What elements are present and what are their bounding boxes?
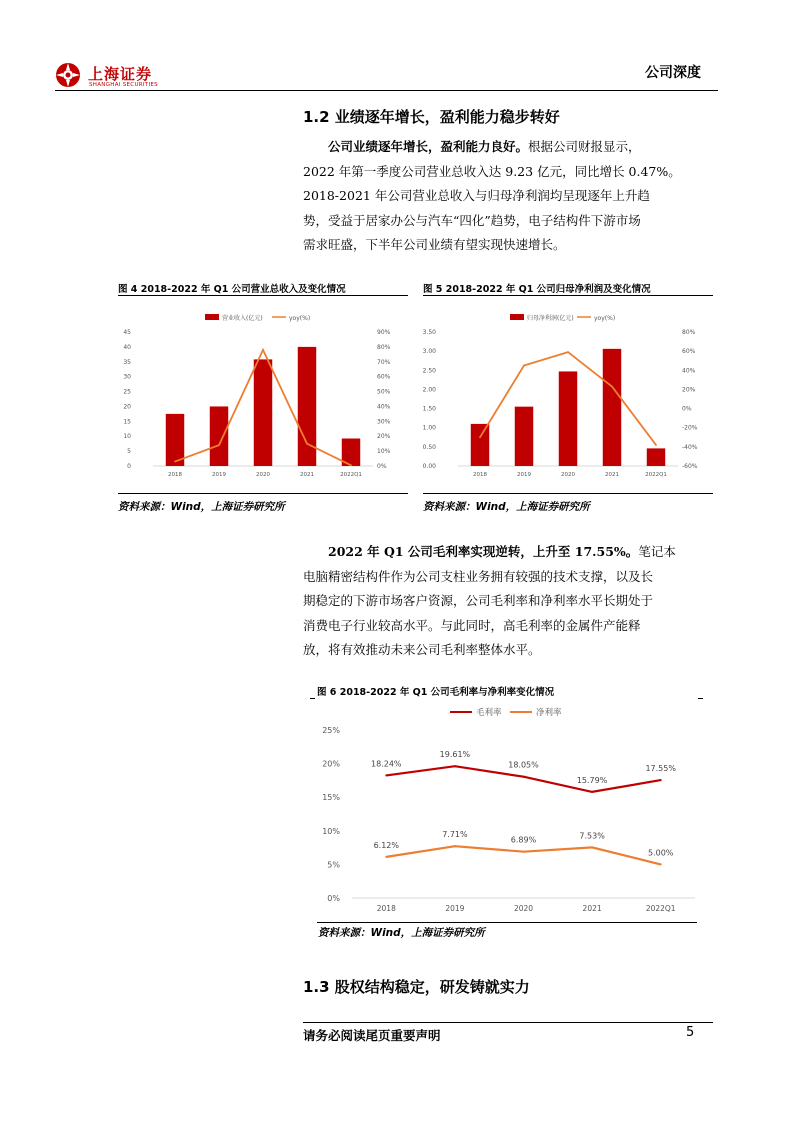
bar — [559, 371, 577, 466]
y-left-tick-label: 0.50 — [423, 443, 436, 451]
logo-subtitle: SHANGHAI SECURITIES — [89, 82, 158, 88]
figure-4-chart — [118, 300, 408, 488]
y-left-tick-label: 1.00 — [423, 424, 436, 432]
para1-line1: 公司业绩逐年增长，盈利能力良好。根据公司财报显示， — [328, 139, 641, 154]
logo-name: 上海证券 — [88, 65, 153, 83]
gross-margin-point — [660, 779, 662, 781]
data-label: 7.53% — [579, 831, 605, 841]
bar — [298, 347, 316, 466]
x-tick-label: 2019 — [445, 904, 465, 913]
bar — [210, 406, 228, 466]
gross-margin-point — [523, 776, 525, 778]
y-tick-label: 20% — [322, 759, 340, 769]
gross-margin-point — [591, 791, 593, 793]
data-label: 6.12% — [373, 840, 400, 850]
legend-swatch-bar — [510, 314, 524, 320]
y-left-tick-label: 1.50 — [423, 405, 436, 413]
x-tick-label: 2022Q1 — [645, 904, 676, 913]
figure-6-chart — [310, 700, 705, 920]
y-right-tick-label: 40% — [377, 403, 391, 411]
figure-5-source: 资料来源：Wind，上海证券研究所 — [423, 501, 590, 513]
legend-swatch-bar — [205, 314, 219, 320]
yoy-point — [655, 444, 657, 446]
net-margin-line — [386, 846, 660, 864]
legend-label-net: 净利率 — [536, 708, 562, 718]
bar — [515, 407, 533, 466]
section-1-2-paragraph — [303, 135, 698, 258]
y-left-tick-label: 2.50 — [423, 367, 436, 375]
para1-line: 势，受益于居家办公与汽车“四化”趋势，电子结构件下游市场 — [303, 212, 641, 228]
y-right-tick-label: 10% — [377, 448, 391, 456]
bar — [471, 424, 489, 466]
y-right-tick-label: -40% — [682, 443, 698, 451]
yoy-point — [306, 443, 308, 445]
margin-paragraph — [303, 540, 698, 663]
data-label: 19.61% — [439, 750, 471, 760]
net-margin-point — [523, 851, 525, 853]
para1-line: 需求旺盛，下半年公司业绩有望实现快速增长。 — [303, 237, 566, 252]
gross-margin-point — [385, 774, 387, 776]
para2-bold-lead: 2022 年 Q1 公司毛利率实现逆转，上升至 17.55%。 — [328, 544, 639, 559]
y-right-tick-label: 0% — [682, 405, 692, 413]
para2-line: 期稳定的下游市场客户资源，公司毛利率和净利率水平长期处于 — [303, 593, 654, 608]
y-left-tick-label: 45 — [123, 329, 131, 336]
para1-bold-lead: 公司业绩逐年增长，盈利能力良好。 — [328, 139, 529, 154]
figure-4-title: 图 4 2018-2022 年 Q1 公司营业总收入及变化情况 — [118, 284, 346, 295]
header — [0, 0, 793, 90]
y-left-tick-label: 3.00 — [423, 348, 436, 356]
net-margin-point — [660, 863, 662, 865]
yoy-point — [479, 436, 481, 438]
legend-label-line: yoy(%) — [289, 315, 311, 322]
figure-6-title-rule-left — [310, 698, 315, 699]
y-left-tick-label: 2.00 — [423, 386, 436, 394]
y-right-tick-label: 60% — [377, 373, 391, 381]
figure-5-chart — [423, 300, 713, 488]
y-tick-label: 15% — [322, 793, 340, 803]
y-left-tick-label: 0.00 — [423, 463, 436, 470]
header-category: 公司深度 — [645, 65, 701, 81]
y-left-tick-label: 35 — [123, 358, 131, 366]
para1-line: 2018-2021 年公司营业总收入与归母净利润均呈现逐年上升趋 — [303, 188, 650, 203]
footer-rule — [303, 1022, 713, 1023]
yoy-point — [262, 349, 264, 351]
data-label: 18.05% — [508, 760, 539, 770]
page-number: 5 — [686, 1025, 695, 1040]
x-tick-label: 2022Q1 — [645, 472, 667, 478]
section-1-2-title: 1.2 业绩逐年增长，盈利能力稳步转好 — [303, 108, 560, 126]
figure-6-title-rule-right — [698, 698, 703, 699]
y-tick-label: 10% — [322, 826, 340, 836]
y-right-tick-label: 60% — [682, 348, 696, 356]
y-left-tick-label: 20 — [123, 403, 131, 411]
net-margin-point — [591, 846, 593, 848]
y-tick-label: 25% — [322, 726, 340, 735]
footer-disclaimer: 请务必阅读尾页重要声明 — [303, 1028, 441, 1043]
figure-4-bottom-rule — [118, 493, 408, 494]
x-tick-label: 2019 — [212, 472, 226, 478]
logo-emblem-icon — [55, 62, 81, 88]
y-tick-label: 5% — [327, 860, 340, 870]
x-tick-label: 2021 — [582, 904, 602, 913]
x-tick-label: 2020 — [561, 472, 575, 478]
y-left-tick-label: 25 — [123, 388, 131, 396]
data-label: 5.00% — [647, 848, 674, 858]
y-left-tick-label: 10 — [123, 433, 131, 441]
net-margin-point — [454, 845, 456, 847]
data-label: 7.71% — [442, 830, 468, 840]
legend-label-bar: 归母净利润(亿元) — [527, 315, 574, 322]
figure-4-source: 资料来源：Wind，上海证券研究所 — [118, 501, 285, 513]
gross-margin-line — [386, 766, 660, 792]
x-tick-label: 2020 — [513, 904, 534, 913]
net-margin-point — [385, 856, 387, 858]
y-left-tick-label: 30 — [123, 373, 131, 381]
x-tick-label: 2019 — [517, 472, 531, 478]
section-1-3-title: 1.3 股权结构稳定，研发铸就实力 — [303, 978, 530, 996]
y-right-tick-label: -20% — [682, 424, 698, 432]
x-tick-label: 2021 — [300, 472, 314, 478]
bar — [603, 349, 621, 466]
legend-label-line: yoy(%) — [594, 315, 616, 322]
data-label: 18.24% — [371, 759, 402, 769]
para2-line: 放，将有效推动未来公司毛利率整体水平。 — [303, 642, 541, 657]
legend-label-gross: 毛利率 — [476, 708, 502, 718]
y-right-tick-label: 80% — [377, 343, 391, 351]
y-right-tick-label: 80% — [682, 329, 696, 336]
y-right-tick-label: 70% — [377, 358, 391, 366]
bar — [254, 359, 272, 466]
y-right-tick-label: 20% — [377, 433, 391, 441]
y-left-tick-label: 0 — [127, 463, 131, 470]
y-right-tick-label: -60% — [682, 463, 698, 470]
bar — [647, 448, 665, 466]
figure-5-bottom-rule — [423, 493, 713, 494]
para2-line: 消费电子行业较高水平。与此同时，高毛利率的金属件产能释 — [303, 617, 641, 633]
x-tick-label: 2018 — [473, 472, 487, 478]
para1-line: 2022 年第一季度公司营业总收入达 9.23 亿元，同比增长 0.47%。 — [303, 163, 681, 179]
yoy-point — [611, 386, 613, 388]
y-left-tick-label: 40 — [123, 343, 131, 351]
figure-6-source: 资料来源：Wind，上海证券研究所 — [318, 927, 485, 939]
y-left-tick-label: 3.50 — [423, 329, 436, 336]
x-tick-label: 2018 — [168, 472, 182, 478]
y-left-tick-label: 15 — [123, 418, 131, 426]
x-tick-label: 2020 — [256, 472, 270, 478]
data-label: 6.89% — [510, 835, 537, 845]
y-left-tick-label: 5 — [127, 448, 131, 456]
figure-5-title-rule — [423, 295, 713, 296]
y-right-tick-label: 20% — [682, 386, 696, 394]
data-label: 15.79% — [576, 775, 608, 785]
x-tick-label: 2021 — [605, 472, 619, 478]
x-tick-label: 2018 — [376, 904, 396, 913]
y-right-tick-label: 30% — [377, 418, 391, 426]
gross-margin-point — [454, 765, 456, 767]
y-right-tick-label: 40% — [682, 367, 696, 375]
data-label: 17.55% — [645, 764, 676, 774]
para2-line: 电脑精密结构件作为公司支柱业务拥有较强的技术支撑，以及长 — [303, 568, 654, 584]
yoy-point — [218, 444, 220, 446]
yoy-point — [174, 461, 176, 463]
y-right-tick-label: 90% — [377, 329, 391, 336]
figure-6-bottom-rule — [317, 922, 697, 923]
figure-4-title-rule — [118, 295, 408, 296]
figure-6-title: 图 6 2018-2022 年 Q1 公司毛利率与净利率变化情况 — [317, 687, 555, 698]
header-rule — [55, 90, 718, 91]
y-right-tick-label: 0% — [377, 463, 387, 470]
yoy-point — [567, 351, 569, 353]
para2-line1: 2022 年 Q1 公司毛利率实现逆转，上升至 17.55%。笔记本 — [328, 544, 676, 559]
figure-5-title: 图 5 2018-2022 年 Q1 公司归母净利润及变化情况 — [423, 284, 651, 295]
y-right-tick-label: 50% — [377, 388, 391, 396]
y-tick-label: 0% — [327, 894, 340, 903]
legend-label-bar: 营业收入(亿元) — [222, 315, 263, 322]
yoy-point — [350, 464, 352, 466]
x-tick-label: 2022Q1 — [340, 472, 362, 478]
yoy-point — [523, 365, 525, 367]
